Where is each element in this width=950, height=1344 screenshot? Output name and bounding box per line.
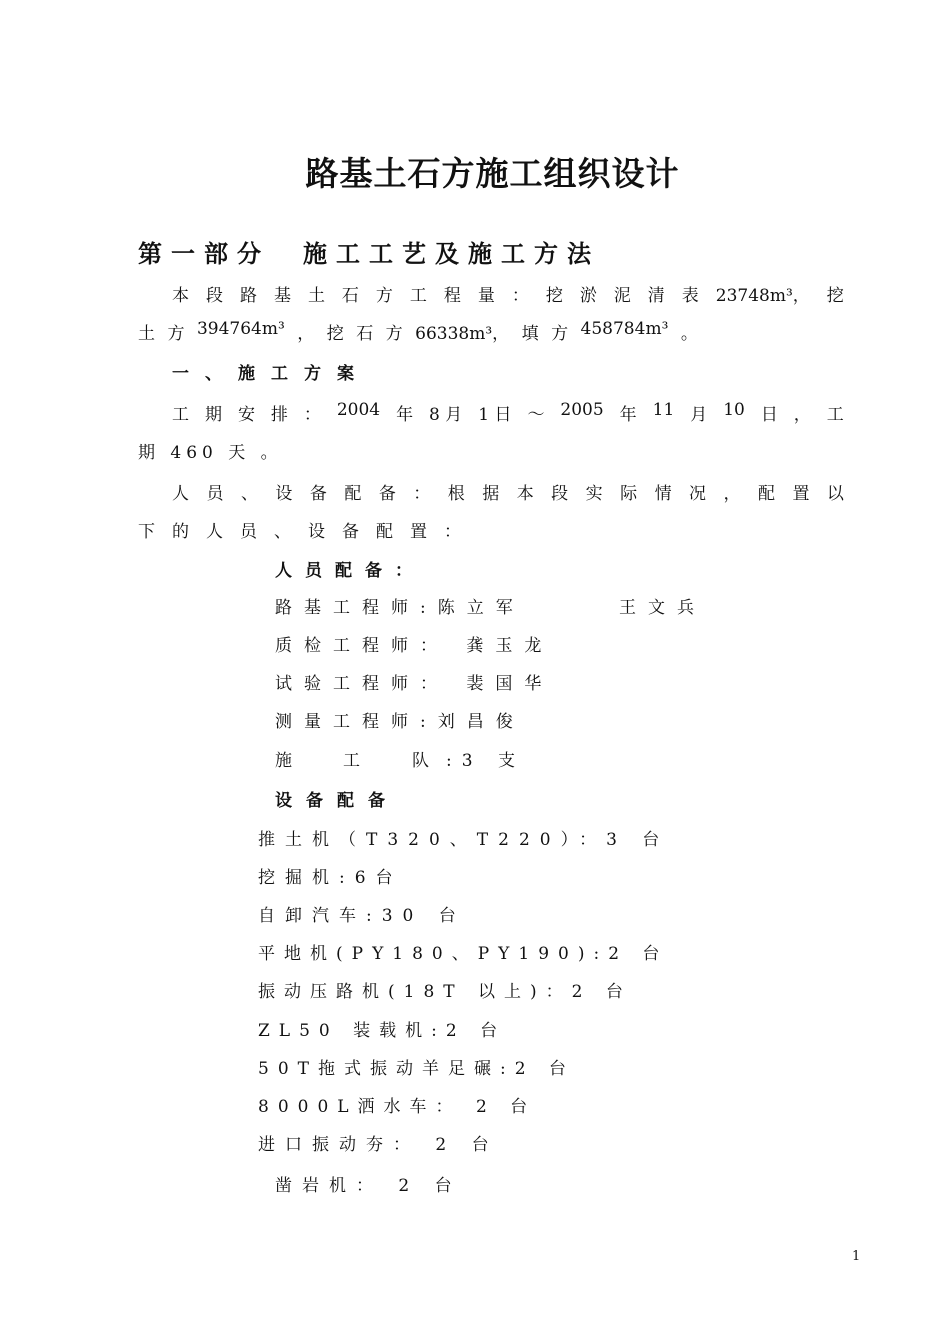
text-token: 设 [275,484,293,504]
text-token: 际 [620,484,638,504]
roadbed-engineer: 路基工程师:陈立军 [275,598,525,618]
text-token: 清 [647,286,665,306]
schedule-line-2: 期 460 天 。 [138,443,283,463]
text-token: 挖 [326,324,344,344]
text-token: ： [413,484,431,504]
equipment-item-last: 凿岩机： 2 台 [275,1176,462,1196]
text-token: 填 [521,324,539,344]
team-value: :3 支 [446,751,525,771]
team-label-3: 队 [412,751,438,771]
section-heading-plan: 一、施工方案 [172,364,370,384]
text-token: 10 [723,400,745,420]
equipment-item: 振动压路机(18T 以上)：2 台 [258,982,632,1002]
text-token: 方 [551,324,569,344]
text-token: 安 [237,405,255,425]
text-token: 394764m³ [196,319,285,339]
text-token: 程 [443,286,461,306]
survey-engineer: 测量工程师:刘昌俊 [275,712,525,732]
text-token: 据 [482,484,500,504]
text-token: 本 [172,286,189,306]
text-token: 根 [447,484,465,504]
equipment-heading: 设备配备 [275,791,399,811]
text-token: 土 [307,286,325,306]
personnel-heading: 人员配备： [275,561,425,581]
text-token: ， [723,484,741,504]
text-token: 本 [516,484,534,504]
text-token: 排 [270,405,288,425]
text-token: 期 [204,405,222,425]
text-token: 。 [680,324,698,344]
text-token: 11 [652,400,675,420]
equipment-item: ZL50 装载机:2 台 [258,1021,507,1041]
text-token: 方 [385,324,403,344]
text-token: 段 [551,484,569,504]
quality-engineer: 质检工程师： 龚玉龙 [275,636,554,656]
text-token: ， [793,405,811,425]
equipment-item: 8000L洒水车： 2 台 [258,1097,537,1117]
text-token: 月 [690,405,708,425]
text-token: 方 [167,324,185,344]
text-token: 工 [409,286,427,306]
team-label-2: 工 [343,751,369,771]
text-token: 年 [396,405,414,425]
text-token: 2005 [560,400,604,420]
quantities-line-2 [138,319,698,344]
text-token: 员 [206,484,224,504]
schedule-line-1 [172,400,844,425]
text-token: ， [297,324,315,344]
text-token: ： [511,286,529,306]
text-token: 置 [792,484,810,504]
text-token: 况 [689,484,707,504]
text-token: 工 [826,405,844,425]
text-token: 表 [681,286,699,306]
text-token: 备 [378,484,396,504]
text-token: ～ [527,405,545,425]
text-token: 泥 [613,286,631,306]
text-token: 458784m³ [580,319,669,339]
text-token: 2004 [336,400,381,420]
text-token: 量 [477,286,495,306]
text-token: 土 [138,324,155,344]
document-title: 路基土石方施工组织设计 [305,154,680,193]
text-token: 路 [239,286,257,306]
text-token: 实 [585,484,603,504]
test-engineer: 试验工程师： 裴国华 [275,674,554,694]
text-token: 、 [240,484,258,504]
text-token: 挖 [545,286,563,306]
text-token: 淤 [579,286,597,306]
equipment-item: 挖掘机:6台 [258,868,403,888]
equipment-item: 进口振动夯： 2 台 [258,1135,499,1155]
text-token: 工 [172,405,189,425]
roadbed-engineer-2: 王文兵 [619,598,706,618]
text-token: 日 [760,405,778,425]
equipment-item: 推土机（T320、T220）：3 台 [258,830,670,850]
equipment-item: 平地机(PY180、PY190):2 台 [258,944,669,964]
staffing-intro-line-1 [172,479,844,504]
quantities-line-1 [172,281,844,306]
text-token: 石 [341,286,359,306]
text-token: 挖 [826,286,844,306]
text-token: 基 [273,286,291,306]
text-token: 备 [309,484,327,504]
text-token: 方 [375,286,393,306]
text-token: 1 日 [478,405,512,425]
text-token: 配 [757,484,775,504]
text-token: 情 [654,484,672,504]
team-label-1: 施 [275,751,301,771]
part-heading: 第一部分 施工工艺及施工方法 [138,239,600,268]
text-token: 人 [172,484,189,504]
equipment-item: 自卸汽车:30 台 [258,906,466,926]
text-token: 66338m³， [415,324,510,344]
text-token: 8 月 [429,405,463,425]
text-token: 年 [619,405,637,425]
text-token: 段 [205,286,223,306]
text-token: 配 [344,484,362,504]
text-token: ： [303,405,321,425]
equipment-item: 50T拖式振动羊足碾:2 台 [258,1059,575,1079]
text-token: 23748m³， [715,286,810,306]
text-token: 石 [356,324,374,344]
staffing-intro-line-2: 下的人员、设备配置： [138,522,478,542]
text-token: 以 [826,484,844,504]
page-number: 1 [852,1249,861,1264]
